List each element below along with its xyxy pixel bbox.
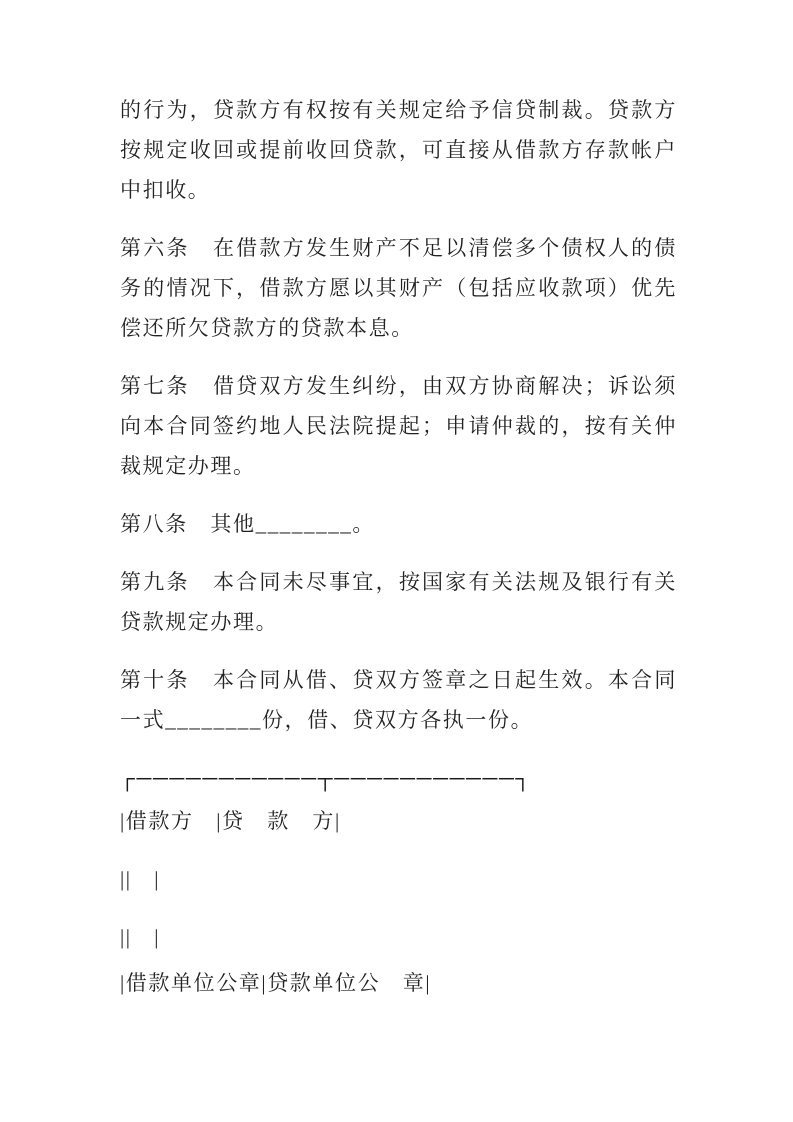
paragraph-article-8: 第八条 其他________。 <box>120 512 375 536</box>
signature-table <box>120 758 677 1003</box>
signature-table-header-row: |借款方 |贷 款 方| <box>120 809 341 833</box>
paragraph-article-10: 第十条 本合同从借、贷双方签章之日起生效。本合同一式________份，借、贷双方各执一份。 <box>120 668 677 732</box>
signature-table-top-border: ┌───────────┬───────────┐ <box>120 766 532 790</box>
signature-table-empty-row-2: || | <box>120 925 161 949</box>
paragraph-article-7: 第七条 借贷双方发生纠纷，由双方协商解决；诉讼须向本合同签约地人民法院提起；申请仲裁的，按有关仲裁规定办理。 <box>120 374 677 478</box>
paragraph-credit-sanction: 的行为，贷款方有权按有关规定给予信贷制裁。贷款方按规定收回或提前收回贷款，可直接从借款方存款帐户中扣收。 <box>120 98 677 202</box>
paragraph-article-6: 第六条 在借款方发生财产不足以清偿多个债权人的债务的情况下，借款方愿以其财产（包括应收款项）优先偿还所欠贷款方的贷款本息。 <box>120 236 677 340</box>
signature-table-seal-row: |借款单位公章|贷款单位公 章| <box>120 971 432 995</box>
signature-table-empty-row-1: || | <box>120 867 161 891</box>
paragraph-article-9: 第九条 本合同未尽事宜，按国家有关法规及银行有关贷款规定办理。 <box>120 570 677 634</box>
